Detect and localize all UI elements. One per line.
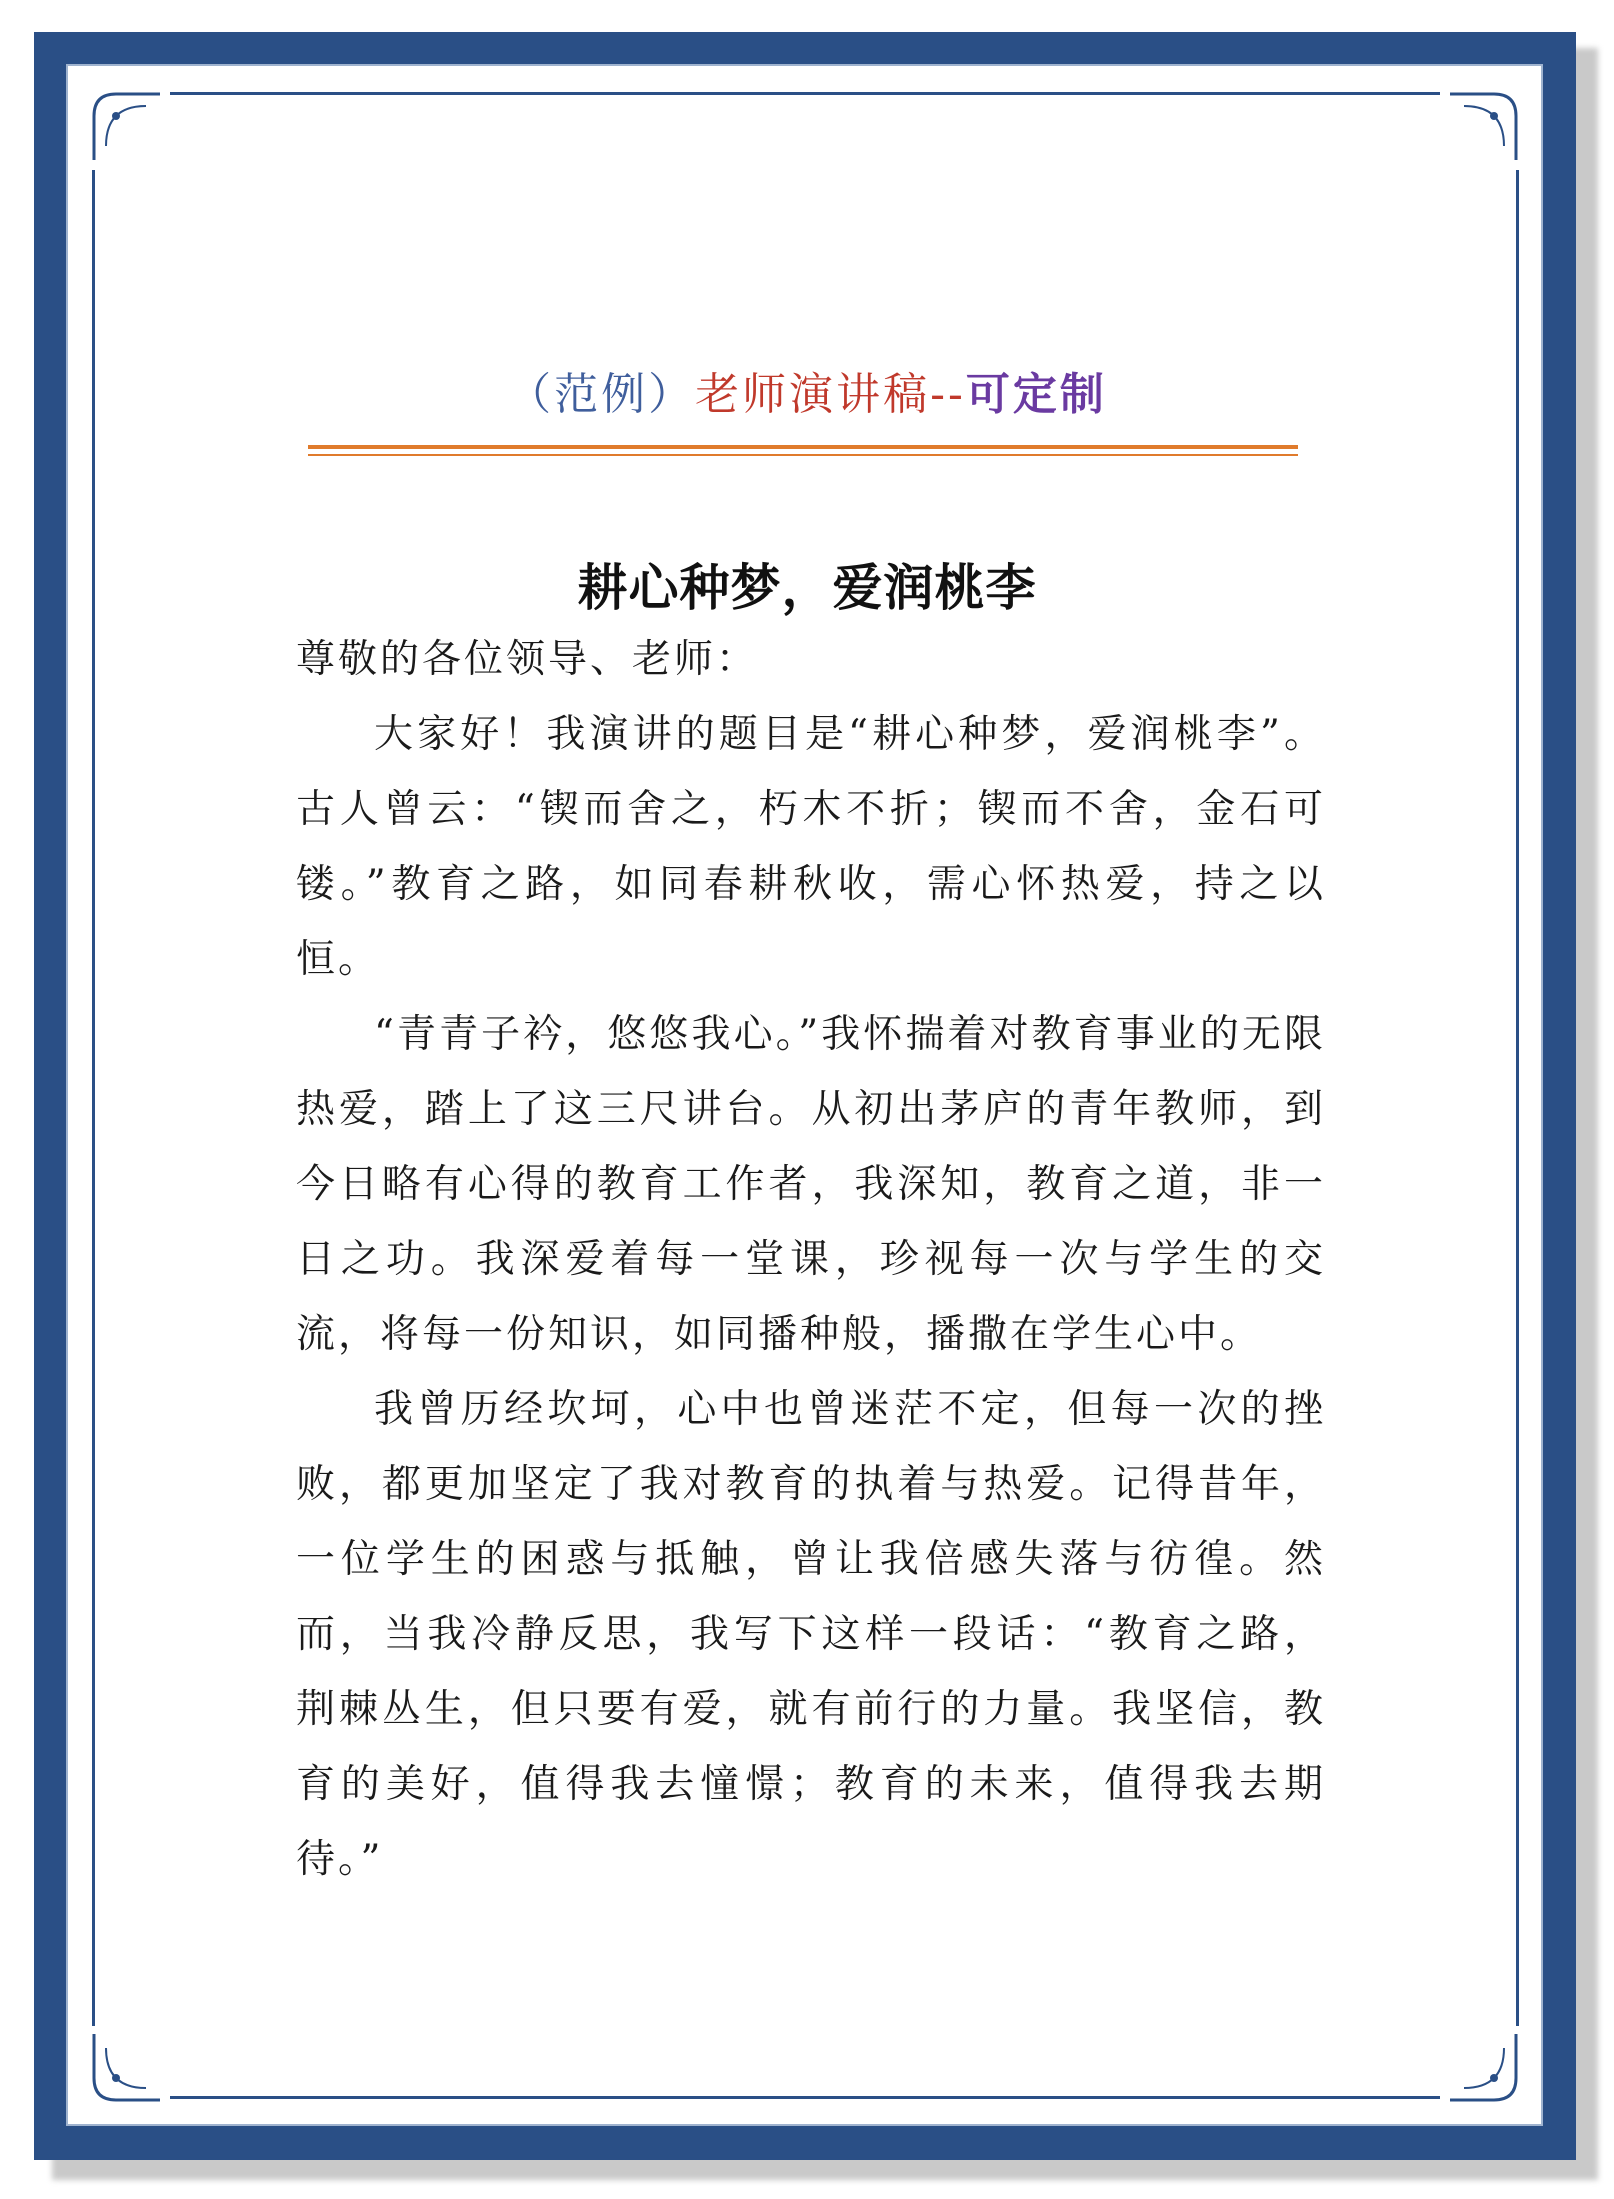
header-prefix: （范例） bbox=[507, 369, 696, 420]
header-divider-thin bbox=[308, 454, 1298, 456]
corner-ornament-icon bbox=[86, 86, 166, 166]
speech-body bbox=[296, 622, 1326, 1897]
border-line-right bbox=[1516, 170, 1519, 2026]
document-header-title bbox=[0, 358, 1614, 422]
paragraph: “青青子衿，悠悠我心。”我怀揣着对教育事业的无限热爱，踏上了这三尺讲台。从初出茅庐的青年教师，到今日略有心得的教育工作者，我深知，教育之道，非一日之功。我深爱着每一堂课，珍视每一次与学生的交流，将每一份知识，如同播种般，播撒在学生心中。 bbox=[296, 1012, 1326, 1357]
border-line-top bbox=[170, 92, 1440, 95]
header-title: 老师演讲稿-- bbox=[695, 369, 966, 420]
header-divider bbox=[308, 445, 1298, 449]
paragraph: 我曾历经坎坷，心中也曾迷茫不定，但每一次的挫败，都更加坚定了我对教育的执着与热爱。记得昔年，一位学生的困惑与抵触，曾让我倍感失落与彷徨。然而，当我冷静反思，我写下这样一段话：“教育之路，荆棘丛生，但只要有爱，就有前行的力量。我坚信，教育的美好，值得我去憧憬；教育的未来，值得我去期待。” bbox=[296, 1387, 1326, 1882]
border-line-bottom bbox=[170, 2096, 1440, 2099]
salutation: 尊敬的各位领导、老师： bbox=[296, 637, 759, 682]
border-line-left bbox=[92, 170, 95, 2026]
paragraph: 大家好！我演讲的题目是“耕心种梦，爱润桃李”。古人曾云：“锲而舍之，朽木不折；锲而不舍，金石可镂。”教育之路，如同春耕秋收，需心怀热爱，持之以恒。 bbox=[296, 712, 1326, 982]
corner-ornament-icon bbox=[1444, 2028, 1524, 2108]
header-suffix: 可定制 bbox=[965, 369, 1107, 420]
corner-ornament-icon bbox=[1444, 86, 1524, 166]
corner-ornament-icon bbox=[86, 2028, 166, 2108]
speech-title: 耕心种梦，爱润桃李 bbox=[577, 558, 1037, 617]
